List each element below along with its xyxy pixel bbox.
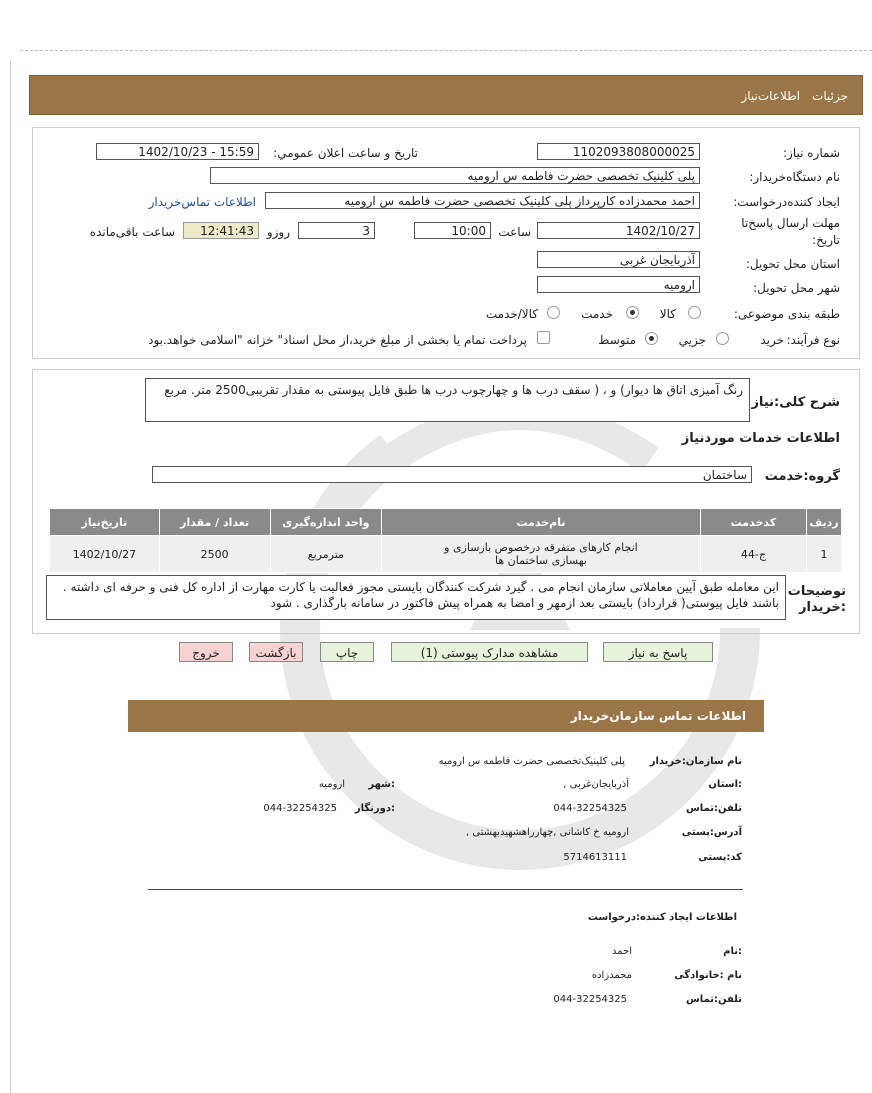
province-field: آذربایجان غربی (537, 251, 700, 268)
services-heading: اطلاعات خدمات موردنیاز (681, 431, 840, 446)
table-header-row (50, 509, 842, 536)
days-label: روزو (266, 225, 290, 239)
creator-label: ایجاد کننده‌درخواست: (733, 195, 840, 209)
exit-button[interactable]: خروج (179, 642, 233, 662)
deadline-time-field: 10:00 (414, 222, 491, 239)
back-button[interactable]: بازگشت (249, 642, 303, 662)
city-label: شهر محل تحویل: (753, 281, 840, 295)
tab-need-info[interactable]: اطلاعات‌نیاز (741, 89, 800, 103)
services-table (49, 508, 842, 573)
process-option-medium: متوسط (598, 333, 636, 347)
buyer-contact-link[interactable]: اطلاعات تماس‌خریدار (148, 195, 256, 209)
col-unit: واحد اندازه‌گیری (270, 509, 382, 536)
process-label: نوع فرآیند: (786, 333, 840, 347)
cell-quantity: 2500 (159, 536, 270, 573)
category-radio-goods[interactable] (688, 306, 701, 319)
remaining-time-label: ساعت باقی‌مانده (89, 225, 175, 239)
need-number-label: شماره نیاز: (783, 146, 840, 160)
province-label: استان محل تحویل: (745, 257, 840, 271)
cell-unit: مترمربع (270, 536, 382, 573)
cell-service-name: انجام کارهای متفرقه درخصوص بازسازی و بهسازی ساختمان ها (382, 536, 701, 573)
deadline-label-date: تاریخ: (812, 233, 840, 247)
process-option-partial: جزیي (678, 333, 706, 347)
contact-header (128, 700, 764, 732)
cell-need-date: 1402/10/27 (50, 536, 160, 573)
col-quantity: تعداد / مقدار (159, 509, 270, 536)
print-button[interactable]: چاپ (320, 642, 374, 662)
category-radio-goods-service[interactable] (547, 306, 560, 319)
col-need-date: تاریخ‌نیاز (50, 509, 160, 536)
contact-province-value: آذربایجان‌غربی , (563, 779, 629, 790)
creator-phone-label: تلفن:تماس (685, 994, 742, 1005)
deadline-label: مهلت ارسال پاسخ‌تا (741, 216, 840, 230)
col-row: ردیف (807, 509, 842, 536)
category-label: طبقه بندی موضوعی: (733, 307, 840, 321)
contact-divider (148, 889, 743, 890)
org-value: پلی کلینیک‌تخصصی حضرت فاطمه س ارومیه (438, 756, 625, 767)
creator-name-label: :نام (723, 946, 742, 957)
attachments-button[interactable]: مشاهده مدارک پیوستی (1) (391, 642, 588, 662)
deadline-date-field: 1402/10/27 (537, 222, 700, 239)
category-option-goods-service: کالا/خدمت (485, 307, 538, 321)
fax-label: :دورنگار (354, 803, 395, 814)
fax-value: 044-32254325 (263, 803, 337, 814)
creator-family-label: نام :خانوادگی (674, 970, 742, 981)
page-header (29, 75, 863, 115)
buyer-notes-label-2: :خریدار (799, 600, 846, 615)
creator-name-value: احمد (612, 946, 632, 957)
treasury-payment-checkbox[interactable] (537, 331, 550, 344)
days-field: 3 (298, 222, 375, 239)
buyer-org-field: پلی کلینیک تخصصی حضرت فاطمه س ارومیه (210, 167, 700, 184)
process-radio-partial[interactable] (716, 332, 729, 345)
process-radio-medium[interactable] (645, 332, 658, 345)
category-option-goods: کالا (659, 307, 676, 321)
category-radio-service[interactable] (626, 306, 639, 319)
buyer-org-label: نام دستگاه‌خریدار: (749, 170, 840, 184)
tab-details[interactable]: جزئیات (812, 89, 848, 103)
summary-text: رنگ آمیزی اتاق ها دیوار) و ، ( سقف درب ها و چهارچوب درب ها طبق فایل پیوستی به مقدار تقریبی2500 متر. مربع (145, 378, 750, 422)
creator-family-value: محمدزاده (591, 970, 632, 981)
summary-label: شرح کلی:نیاز (751, 395, 840, 410)
deadline-time-label: ساعت (498, 225, 531, 239)
contact-province-label: :استان (708, 779, 742, 790)
category-option-service: خدمت (581, 307, 613, 321)
reply-button[interactable]: پاسخ به نیاز (603, 642, 713, 662)
buyer-notes-label: توضیحات (787, 584, 846, 599)
need-number-field: 1102093808000025 (537, 143, 700, 160)
phone-value: 044-32254325 (553, 803, 627, 814)
contact-title: اطلاعات تماس سازمان‌خریدار (570, 709, 746, 723)
col-service-name: نام‌خدمت (382, 509, 701, 536)
contact-city-label: :شهر (368, 779, 395, 790)
creator-phone-value: 044-32254325 (553, 994, 627, 1005)
left-border (10, 60, 11, 1093)
remaining-time-field: 12:41:43 (183, 222, 259, 239)
postal-value: 5714613111 (563, 852, 627, 863)
treasury-payment-note: پرداخت تمام یا بخشی از مبلغ خرید،از محل اسناد" خزانه "اسلامی خواهد.بود (148, 333, 527, 347)
org-label: نام سازمان‌:خریدار (649, 756, 742, 767)
announce-field: 1402/10/23 - 15:59 (96, 143, 259, 160)
top-divider (20, 50, 872, 51)
phone-label: تلفن:تماس (685, 803, 742, 814)
creator-info-title: اطلاعات ایجاد کننده:درخواست (587, 912, 737, 923)
service-group-field: ساختمان (152, 466, 752, 483)
address-value: ارومیه خ کاشانی ,چهارراهشهیدبهشتی , (465, 827, 629, 838)
address-label: آدرس:پستی (681, 827, 742, 838)
contact-city-value: ارومیه (318, 779, 345, 790)
col-service-code: کدخدمت (700, 509, 806, 536)
table-row (50, 536, 842, 573)
postal-label: کد:پستی (698, 852, 742, 863)
cell-service-code: ج-44 (700, 536, 806, 573)
buyer-notes-text: این معامله طبق آیین معاملاتی سازمان انجام می . گیرد شرکت کنندگان بایستی مجوز فعالیت یا کارت مهارت از اداره کل فنی و حرفه ای داشته . باشند فایل پیوستی( قرارداد) بایستی بعد ازمهر و امضا به همراه پیش فاکتور در سامانه بارگذاری . شود (46, 575, 786, 620)
creator-field: احمد محمدزاده کارپرداز پلی کلینیک تخصصی حضرت فاطمه س ارومیه (265, 192, 700, 209)
service-group-label: گروه:خدمت (764, 469, 840, 484)
need-form-panel (32, 127, 860, 359)
announce-label: تاریخ و ساعت اعلان عمومي: (273, 146, 418, 160)
city-field: ارومیه (537, 276, 700, 293)
process-purchase: خرید (760, 333, 784, 347)
cell-row: 1 (807, 536, 842, 573)
